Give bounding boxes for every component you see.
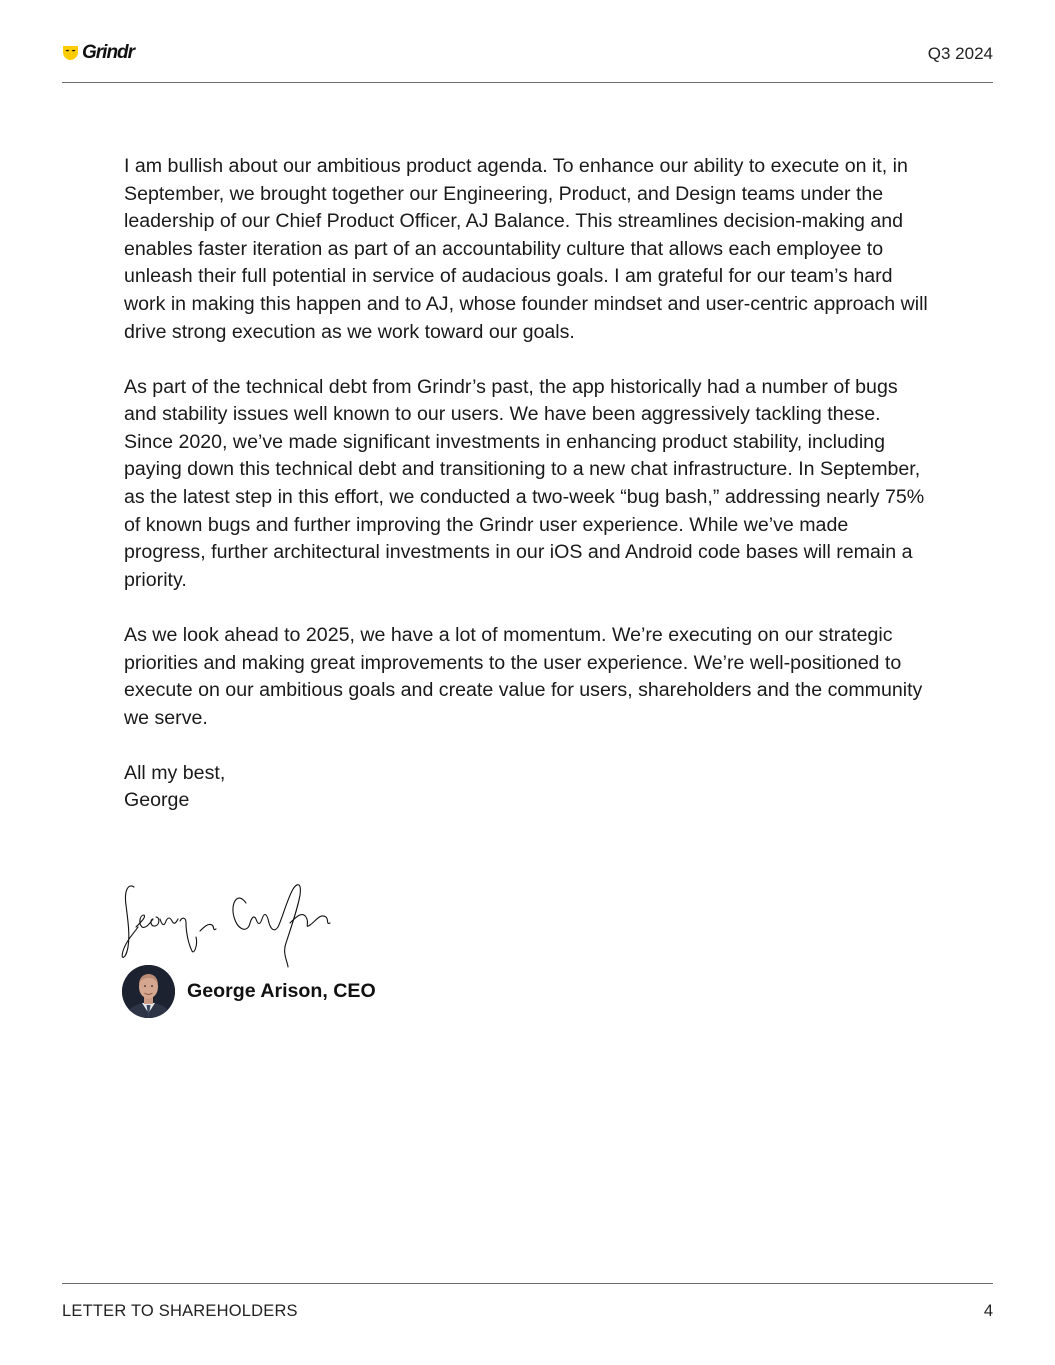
paragraph-product-agenda: I am bullish about our ambitious product agenda. To enhance our ability to execute on it, in September, we brought together our Engineering, Product, and Design teams under the leadership of our Chief Product Officer, AJ Balance. This streamlines decision-making and enables faster iteration as part of an accountability culture that allows each employee to unleash their full potential in service of audacious goals. I am grateful for our team’s hard work in making this happen and to AJ, whose founder mindset and user-centric approach will drive strong execution as we work toward our goals. (124, 155, 928, 343)
quarter-label: Q3 2024 (927, 44, 993, 63)
letter-body (124, 153, 934, 815)
closing-name: George (124, 789, 190, 812)
author-avatar (122, 965, 175, 1018)
grindr-logo (62, 43, 134, 62)
paragraph-technical-debt: As part of the technical debt from Grindr’s past, the app historically had a number of bugs and stability issues well known to our users. We have been aggressively tackling these. Since 2020, we’ve made significant investments in enhancing product stability, including paying down this technical debt and transitioning to a new chat infrastructure. In September, as the latest step in this effort, we conducted a two-week “bug bash,” addressing nearly 75% of known bugs and further improving the Grindr user experience. While we’ve made progress, further architectural investments in our iOS and Android code bases will remain a priority. (124, 375, 925, 591)
author-name: George Arison, CEO (187, 980, 376, 1002)
closing-line: All my best, (124, 761, 226, 784)
handwritten-signature (120, 873, 335, 968)
author-block (122, 965, 376, 1018)
grindr-wordmark: Grindr (82, 42, 135, 63)
page-number: 4 (983, 1302, 993, 1320)
page-footer (62, 1283, 993, 1344)
grindr-mask-icon (62, 44, 79, 61)
paragraph-outlook-2025: As we look ahead to 2025, we have a lot of momentum. We’re executing on our strategic priorities and making great improvements to the user experience. We’re well-positioned to execute on our ambitious goals and create value for users, shareholders and the community we serve. (124, 623, 923, 729)
page-header (62, 40, 993, 83)
footer-section-label: LETTER TO SHAREHOLDERS (62, 1302, 298, 1320)
